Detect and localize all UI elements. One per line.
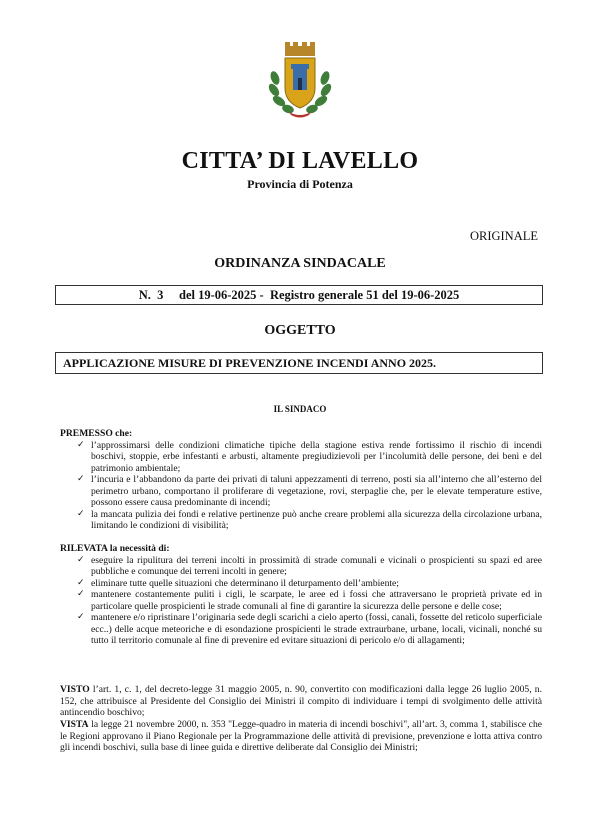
premesso-section [60, 428, 542, 532]
list-item-text: mantenere costantemente puliti i cigli, le scarpate, le aree ed i fossi che attraversano le proprietà private ed in particolare quelle prospicienti le strade comunali al fine di garantire la sicurezza delle persone e delle cose; [91, 589, 542, 612]
list-item-text: eseguire la ripulitura dei terreni incolti in prossimità di strade comunali e vicinali o prospicienti su spazi ed aree pubbliche e comunque dei terreni incolti in genere; [91, 554, 542, 577]
checkmark-icon: ✓ [77, 612, 85, 622]
list-item [60, 474, 542, 509]
subject-text: APPLICAZIONE MISURE DI PREVENZIONE INCENDI ANNO 2025. [63, 355, 437, 370]
visto-lead: VISTO [60, 684, 90, 695]
vista-lead: VISTA [60, 719, 89, 730]
rilevata-list [60, 555, 542, 647]
original-label: ORIGINALE [469, 229, 538, 243]
province-name: Provincia di Potenza [247, 177, 353, 191]
issuer-heading: IL SINDACO [273, 404, 327, 414]
city-name: CITTA’ DI LAVELLO [181, 148, 419, 174]
checkmark-icon: ✓ [77, 508, 85, 519]
list-item-text: l’approssimarsi delle condizioni climatiche tipiche della stagione estiva rende fortissimo il rischio di incendi boschivi, stoppie, erbe infestanti e arbusti, altamente pregiudizievoli per l’incolumità delle persone, dei beni e del patrimonio ambientale; [91, 439, 542, 474]
list-item [60, 589, 542, 612]
list-item-text: eliminare tutte quelle situazioni che determinano il deturpamento dell’ambiente; [91, 577, 399, 589]
subject-box [55, 352, 543, 374]
premesso-list [60, 440, 542, 532]
checkmark-icon: ✓ [77, 554, 85, 565]
registry-number-box [55, 285, 543, 305]
list-item-text: l’incuria e l’abbandono da parte dei privati di taluni appezzamenti di terreno, posti sia all’interno che all’esterno del perimetro urbano, comportano il proliferare di vegetazione, rovi, sterpaglie che, per le elevate temperature estive, possono essere causa predominante di incendi; [91, 474, 542, 508]
document-type: ORDINANZA SINDACALE [214, 256, 386, 271]
visto-text: l’art. 1, c. 1, del decreto-legge 31 maggio 2005, n. 90, convertito con modificazioni dalla legge 26 luglio 2005, n. 152, che attribuisce al Presidente del Consiglio dei Ministri il compito di individuare i tempi di svolgimento delle attività antincendio boschivo; [60, 684, 542, 718]
checkmark-icon: ✓ [77, 577, 85, 588]
vista-text: la legge 21 novembre 2000, n. 353 "Legge-quadro in materia di incendi boschivi", all’art. 3, comma 1, stabilisce che le Regioni approvano il Piano Regionale per la Programmazione delle attività di previsione, prevenzione e lotta attiva contro gli incendi boschivi, sulla base di linee guida e direttive deliberate dal Consiglio dei Ministri; [60, 719, 542, 753]
list-item [60, 612, 542, 647]
subject-title: OGGETTO [264, 323, 336, 338]
checkmark-icon: ✓ [77, 439, 85, 450]
list-item [60, 509, 542, 532]
rilevata-heading: RILEVATA la necessità di: [60, 543, 170, 554]
checkmark-icon: ✓ [77, 474, 85, 484]
visto-paragraph [60, 684, 542, 719]
checkmark-icon: ✓ [77, 589, 85, 599]
list-item [60, 440, 542, 475]
list-item-text: la mancata pulizia dei fondi e relative pertinenze può anche creare problemi alla sicurezza della circolazione urbana, limitando le condizioni di visibilità; [91, 508, 542, 531]
list-item [60, 555, 542, 578]
vista-paragraph [60, 719, 542, 754]
rilevata-section [60, 543, 542, 647]
lavello-coat-of-arms-icon [265, 40, 335, 120]
registry-number-line: N. 3 del 19-06-2025 - Registro generale 51 del 19-06-2025 [138, 287, 460, 302]
premesso-heading: PREMESSO che: [60, 428, 133, 439]
list-item [60, 578, 542, 590]
list-item-text: mantenere e/o ripristinare l’originaria sede degli scarichi a cielo aperto (fossi, canali, fossette del reticolo superficiale ecc..) delle acque meteoriche e di esondazione prospicienti le strade extraurbane, urbane, locali, vicinali, nonché su tutto il territorio comunale al fine di prevenire ed evitare situazioni di pericolo e/o di allagamenti; [91, 612, 542, 646]
